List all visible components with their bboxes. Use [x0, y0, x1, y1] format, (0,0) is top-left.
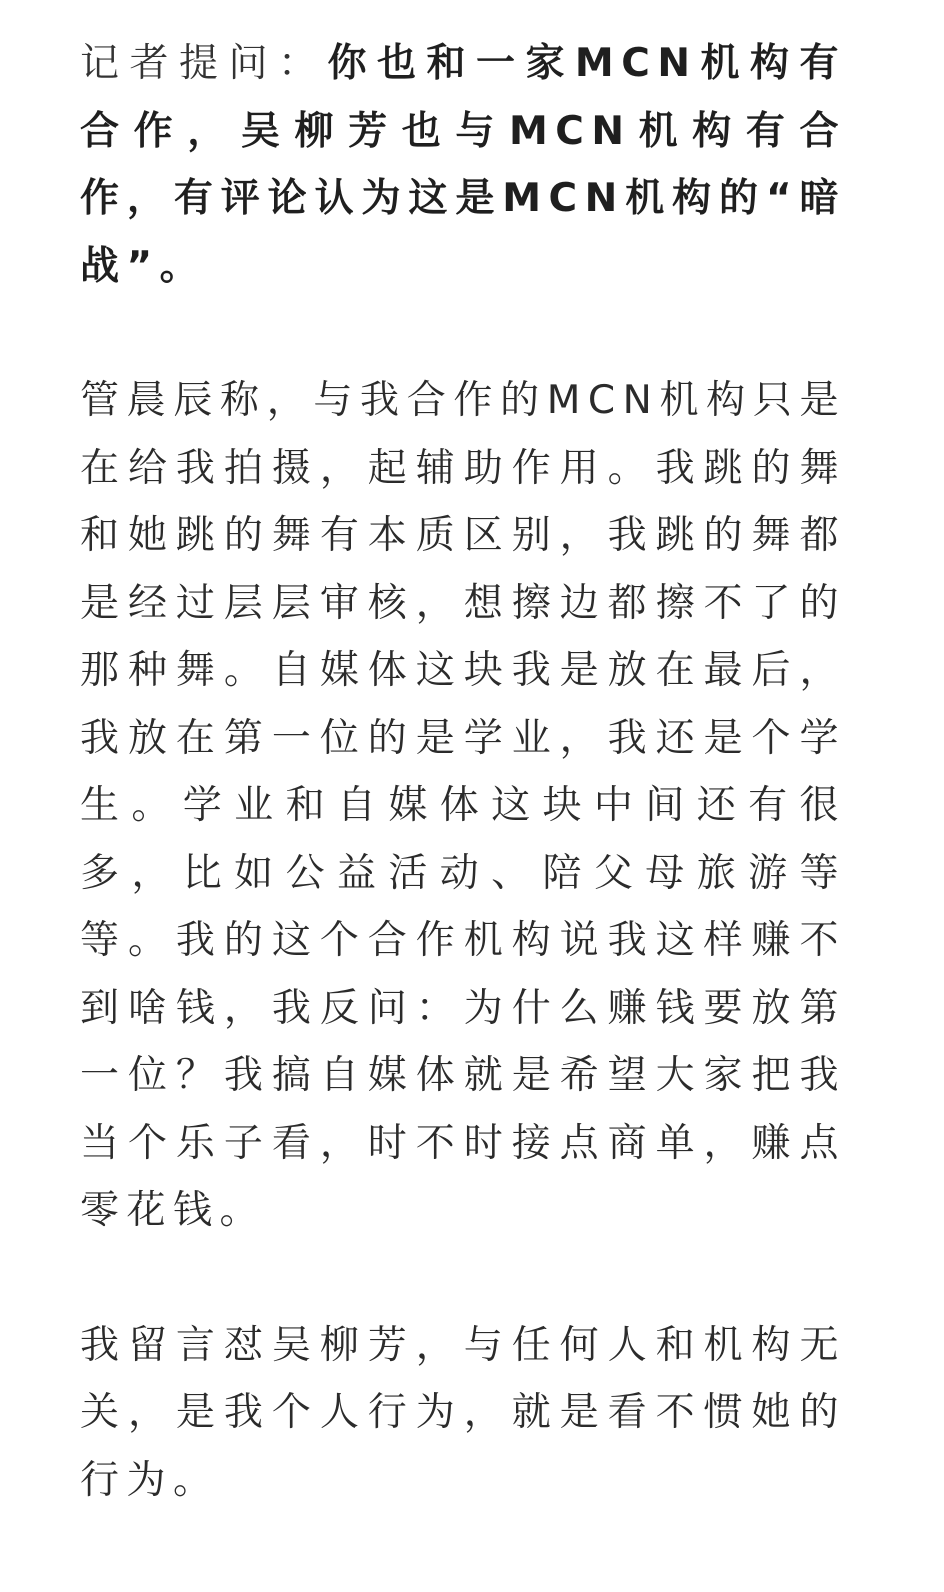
closing-paragraph: 我留言怼吴柳芳，与任何人和机构无关，是我个人行为，就是看不惯她的行为。	[80, 1322, 846, 1503]
reporter-label: 记者提问：	[80, 41, 328, 86]
reporter-question-text: 你也和一家MCN机构有合作，吴柳芳也与MCN机构有合作，有评论认为这是MCN机构的“暗战”。	[80, 41, 846, 289]
reporter-question-paragraph	[80, 30, 846, 300]
article-body	[80, 30, 846, 1514]
answer-paragraph: 管晨辰称，与我合作的MCN机构只是在给我拍摄，起辅助作用。我跳的舞和她跳的舞有本质区别，我跳的舞都是经过层层审核，想擦边都擦不了的那种舞。自媒体这块我是放在最后，我放在第一位的是学业，我还是个学生。学业和自媒体这块中间还有很多，比如公益活动、陪父母旅游等等。我的这个合作机构说我这样赚不到啥钱，我反问：为什么赚钱要放第一位？我搞自媒体就是希望大家把我当个乐子看，时不时接点商单，赚点零花钱。	[80, 378, 846, 1233]
